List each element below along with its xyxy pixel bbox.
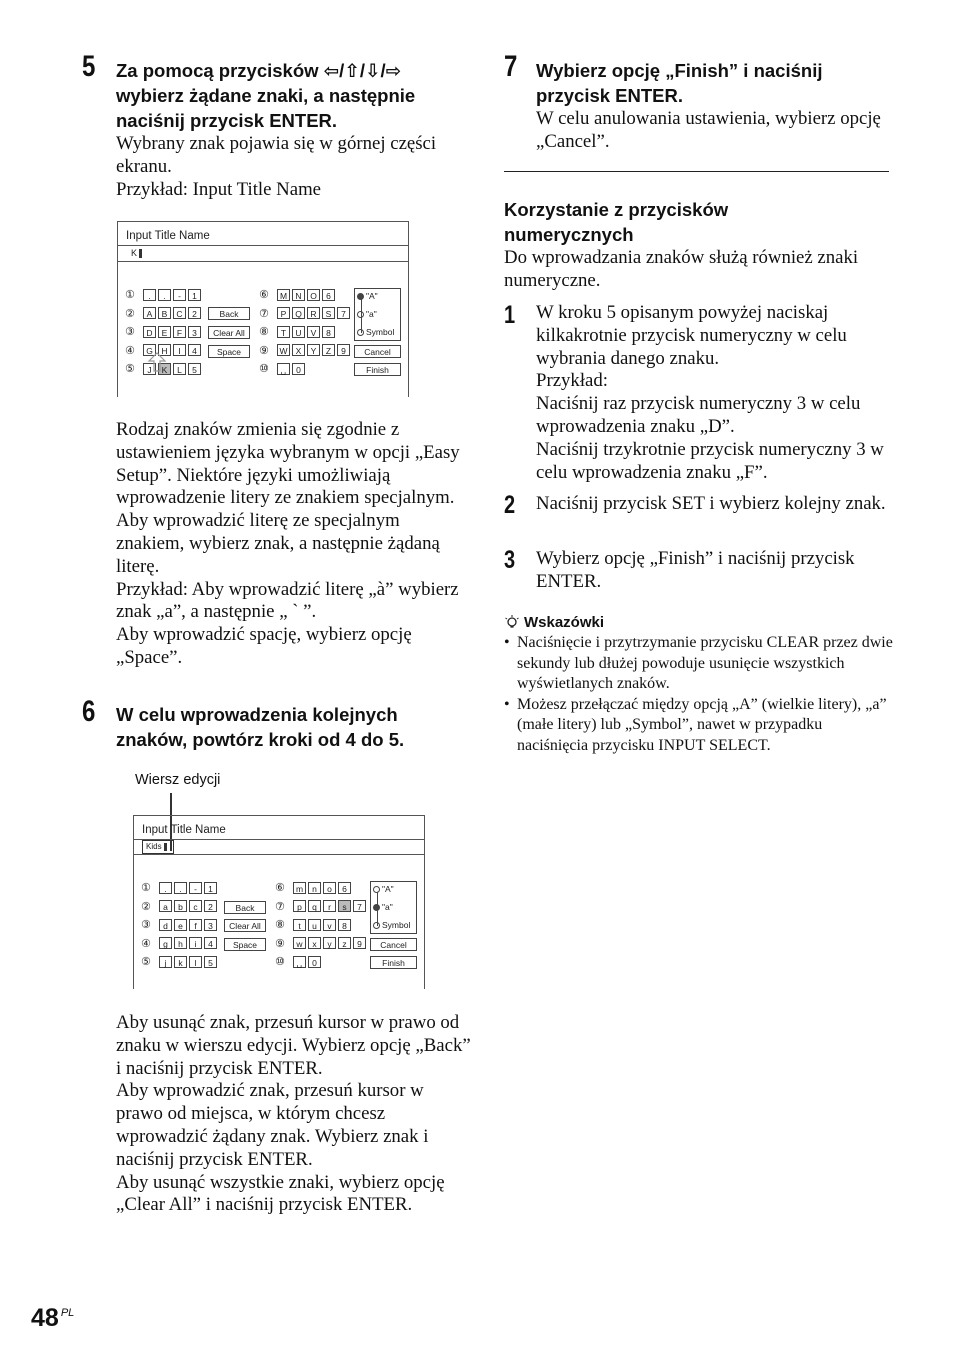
character-cell[interactable]: R xyxy=(307,307,320,319)
character-cell[interactable]: - xyxy=(173,289,186,301)
character-cell[interactable]: 6 xyxy=(322,289,335,301)
note-paragraph: Aby wprowadzić literę ze specjalnym znakiem, wybierz znak, a następnie żądaną literę. xyxy=(116,510,440,577)
character-cell[interactable]: o xyxy=(323,882,336,894)
screen-title: Input Title Name xyxy=(142,824,226,836)
character-cell[interactable]: g xyxy=(159,937,172,949)
row-number: ⑥ xyxy=(275,882,285,894)
step-6-heading: W celu wprowadzenia kolejnych znaków, powtórz kroki od 4 do 5. xyxy=(116,704,405,750)
character-cell[interactable]: 4 xyxy=(188,344,201,356)
character-row xyxy=(125,324,203,339)
step-line: Naciśnij raz przycisk numeryczny 3 w celu wprowadzenia znaku „D”. xyxy=(536,393,861,437)
character-cell[interactable]: . xyxy=(143,289,156,301)
character-row xyxy=(141,917,219,932)
tips-header xyxy=(504,613,894,633)
tips-title: Wskazówki xyxy=(524,614,605,631)
cursor xyxy=(139,249,142,258)
radio-dot-icon xyxy=(373,886,380,893)
mode-lower-radio[interactable]: "a" xyxy=(357,309,377,319)
back-button[interactable]: Back xyxy=(208,307,250,320)
note-paragraph: Aby wprowadzić znak, przesuń kursor w prawo od miejsca, w którym chcesz wprowadzić żądany znak. Wybierz znak i naciśnij przycisk ENTER. xyxy=(116,1080,429,1170)
character-row xyxy=(275,917,353,932)
character-cell[interactable]: 7 xyxy=(337,307,350,319)
step-5-text: Wybrany znak pojawia się w górnej części ekranu. xyxy=(116,133,437,177)
character-cell[interactable]: N xyxy=(292,289,305,301)
mode-symbol-radio[interactable]: Symbol xyxy=(373,920,410,930)
character-cell[interactable]: l xyxy=(189,956,202,968)
character-cell[interactable]: ␣ xyxy=(293,956,306,968)
note-paragraph: Aby usunąć wszystkie znaki, wybierz opcję „Clear All” i naciśnij przycisk ENTER. xyxy=(116,1171,445,1216)
character-cell[interactable]: 4 xyxy=(204,937,217,949)
character-cell[interactable]: U xyxy=(292,326,305,338)
title-divider xyxy=(133,839,425,840)
character-cell[interactable]: H xyxy=(158,344,171,356)
numeric-step-2 xyxy=(536,493,888,516)
character-cell[interactable]: c xyxy=(189,900,202,912)
character-cell[interactable]: y xyxy=(323,937,336,949)
row-number: ⑧ xyxy=(275,919,285,931)
character-row xyxy=(259,287,337,302)
character-cell[interactable]: . xyxy=(158,289,171,301)
character-row xyxy=(259,343,352,358)
mode-symbol-radio[interactable]: Symbol xyxy=(357,327,394,337)
character-row xyxy=(141,936,219,951)
screen-title: Input Title Name xyxy=(126,230,210,242)
character-cell[interactable]: d xyxy=(159,919,172,931)
row-number: ⑤ xyxy=(141,956,151,968)
character-cell[interactable]: D xyxy=(143,326,156,338)
numeric-step-3-number: 3 xyxy=(504,546,516,574)
note-paragraph: Przykład: Aby wprowadzić literę „à” wybierz znak „a”, a następnie „ ` ”. xyxy=(116,578,459,623)
character-cell[interactable]: 6 xyxy=(338,882,351,894)
row-number: ① xyxy=(125,289,135,301)
character-cell[interactable]: P xyxy=(277,307,290,319)
step-7-heading: Wybierz opcję „Finish” i naciśnij przycisk ENTER. xyxy=(536,60,823,106)
radio-dot-icon xyxy=(373,922,380,929)
character-cell[interactable]: 2 xyxy=(204,900,217,912)
editing-notes xyxy=(116,1012,471,1217)
character-cell[interactable]: x xyxy=(308,937,321,949)
character-cell[interactable]: h xyxy=(174,937,187,949)
step-line: Naciśnij przycisk SET i wybierz kolejny znak. xyxy=(536,493,886,514)
section-divider xyxy=(504,171,889,172)
character-cell[interactable]: X xyxy=(292,344,305,356)
space-button[interactable]: Space xyxy=(224,938,266,951)
character-cell[interactable]: 0 xyxy=(292,363,305,375)
step-6-number: 6 xyxy=(82,695,96,728)
character-cell[interactable]: e xyxy=(174,919,187,931)
row-number: ⑨ xyxy=(275,937,285,950)
step-line: Przykład: xyxy=(536,370,608,392)
row-number: ⑧ xyxy=(259,326,269,338)
character-cell[interactable]: b xyxy=(174,900,187,912)
step-7-number: 7 xyxy=(504,50,518,83)
character-cell[interactable]: Z xyxy=(322,344,335,356)
row-number: ⑩ xyxy=(259,363,269,375)
character-row xyxy=(141,880,219,895)
character-cell[interactable]: 2 xyxy=(188,307,201,319)
character-row xyxy=(275,954,323,969)
character-cell[interactable]: v xyxy=(323,919,336,931)
language-code: PL xyxy=(60,1307,75,1319)
section-title: Korzystanie z przycisków numerycznych xyxy=(504,199,729,245)
character-cell[interactable]: . xyxy=(159,882,172,894)
character-cell[interactable]: K xyxy=(158,363,171,375)
character-cell[interactable]: n xyxy=(308,882,321,894)
character-row xyxy=(141,899,219,914)
character-cell[interactable]: s xyxy=(338,900,351,912)
edit-text: Kids xyxy=(146,842,162,851)
character-row xyxy=(275,936,368,951)
row-number: ⑦ xyxy=(275,900,285,913)
character-cell[interactable]: j xyxy=(159,956,172,968)
step-6 xyxy=(116,702,456,752)
character-cell[interactable]: F xyxy=(173,326,186,338)
character-cell[interactable]: J xyxy=(143,363,156,375)
character-cell[interactable]: B xyxy=(158,307,171,319)
character-cell[interactable]: T xyxy=(277,326,290,338)
character-cell[interactable]: w xyxy=(293,937,306,949)
note-paragraph: Aby wprowadzić spację, wybierz opcję „Space”. xyxy=(116,624,412,668)
edit-divider xyxy=(133,854,425,855)
back-button[interactable]: Back xyxy=(224,901,266,914)
cursor xyxy=(164,843,167,851)
title-divider xyxy=(117,245,409,246)
character-cell[interactable]: 8 xyxy=(338,919,351,931)
space-button[interactable]: Space xyxy=(208,345,250,358)
character-row xyxy=(259,361,307,376)
section-intro: Do wprowadzania znaków służą również znaki numeryczne. xyxy=(504,247,859,291)
numeric-step-2-number: 2 xyxy=(504,491,516,519)
row-number: ① xyxy=(141,882,151,894)
tip-item: • Naciśnięcie i przytrzymanie przycisku CLEAR przez dwie sekundy lub dłużej powoduje usunięcie wszystkich wyświetlanych znaków. xyxy=(504,633,894,695)
row-number: ⑤ xyxy=(125,363,135,375)
character-row xyxy=(275,880,353,895)
lightbulb-icon xyxy=(504,615,520,631)
input-title-figure-1 xyxy=(117,221,409,396)
character-cell[interactable]: r xyxy=(323,900,336,912)
step-line: Wybierz opcję „Finish” i naciśnij przycisk ENTER. xyxy=(536,548,855,592)
row-number: ⑨ xyxy=(259,344,269,357)
character-cell[interactable]: 8 xyxy=(322,326,335,338)
character-cell[interactable]: ␣ xyxy=(277,363,290,375)
mode-lower-radio[interactable]: "a" xyxy=(373,902,393,912)
cancel-button[interactable]: Cancel xyxy=(354,345,401,358)
character-cell[interactable]: 5 xyxy=(204,956,217,968)
character-cell[interactable]: 9 xyxy=(353,937,366,949)
clear-all-button[interactable]: Clear All xyxy=(224,919,266,932)
radio-dot-icon xyxy=(373,904,380,911)
step-5-number: 5 xyxy=(82,50,96,83)
character-cell[interactable]: G xyxy=(143,344,156,356)
character-cell[interactable]: i xyxy=(189,937,202,949)
character-cell[interactable]: E xyxy=(158,326,171,338)
character-cell[interactable]: L xyxy=(173,363,186,375)
character-cell[interactable]: t xyxy=(293,919,306,931)
character-cell[interactable]: a xyxy=(159,900,172,912)
edit-line xyxy=(146,842,167,851)
note-paragraph: Rodzaj znaków zmienia się zgodnie z ustawieniem języka wybranym w opcji „Easy Setup”. Niektóre języki umożliwiają wprowadzenie litery ze znakiem specjalnym. xyxy=(116,419,460,509)
cancel-button[interactable]: Cancel xyxy=(370,938,417,951)
finish-button[interactable]: Finish xyxy=(370,956,417,969)
edit-text: K xyxy=(131,248,138,258)
numeric-step-1-number: 1 xyxy=(504,301,516,329)
row-number: ⑦ xyxy=(259,307,269,320)
page-number-value: 48 xyxy=(31,1304,59,1332)
numeric-step-1 xyxy=(536,302,888,484)
character-row xyxy=(125,306,203,321)
character-cell[interactable]: 9 xyxy=(337,344,350,356)
character-row xyxy=(259,324,337,339)
finish-button[interactable]: Finish xyxy=(354,363,401,376)
character-cell[interactable]: Y xyxy=(307,344,320,356)
character-cell[interactable]: 7 xyxy=(353,900,366,912)
input-title-figure-2 xyxy=(133,815,425,988)
radio-dot-icon xyxy=(357,311,364,318)
character-row xyxy=(125,287,203,302)
tip-item: • Możesz przełączać między opcją „A” (wielkie litery), „a” (małe litery) lub „Symbol”, nawet w przypadku naciśnięcia przycisku INPUT SELECT. xyxy=(504,695,894,757)
character-row xyxy=(259,306,352,321)
step-5-notes xyxy=(116,419,468,670)
character-cell[interactable]: 0 xyxy=(308,956,321,968)
character-cell[interactable]: q xyxy=(308,900,321,912)
note-paragraph: Aby usunąć znak, przesuń kursor w prawo od znaku w wierszu edycji. Wybierz opcję „Back” i naciśnij przycisk ENTER. xyxy=(116,1012,471,1079)
clear-all-button[interactable]: Clear All xyxy=(208,326,250,339)
edit-line-callout: Wiersz edycji xyxy=(135,772,221,788)
character-cell[interactable]: Q xyxy=(292,307,305,319)
character-cell[interactable]: 5 xyxy=(188,363,201,375)
character-cell[interactable]: u xyxy=(308,919,321,931)
mode-upper-radio[interactable]: "A" xyxy=(357,291,378,301)
step-5-example: Przykład: Input Title Name xyxy=(116,178,322,200)
character-cell[interactable]: V xyxy=(307,326,320,338)
radio-dot-icon xyxy=(357,293,364,300)
character-cell[interactable]: - xyxy=(189,882,202,894)
character-cell[interactable]: W xyxy=(277,344,290,356)
character-cell[interactable]: m xyxy=(293,882,306,894)
character-cell[interactable]: k xyxy=(174,956,187,968)
character-cell[interactable]: O xyxy=(307,289,320,301)
edit-divider xyxy=(117,261,409,262)
character-cell[interactable]: S xyxy=(322,307,335,319)
character-cell[interactable]: C xyxy=(173,307,186,319)
tips-list xyxy=(504,633,894,756)
character-cell[interactable]: M xyxy=(277,289,290,301)
character-cell[interactable]: z xyxy=(338,937,351,949)
numeric-section xyxy=(504,197,889,293)
radio-dot-icon xyxy=(357,329,364,336)
step-7 xyxy=(536,58,886,154)
step-5-heading: Za pomocą przycisków ⇦/⇧/⇩/⇨ wybierz żądane znaki, a następnie naciśnij przycisk ENTER. xyxy=(116,60,416,131)
row-number: ② xyxy=(141,900,151,913)
character-row xyxy=(275,899,368,914)
character-cell[interactable]: A xyxy=(143,307,156,319)
mode-upper-radio[interactable]: "A" xyxy=(373,884,394,894)
page-number xyxy=(31,1299,74,1332)
character-cell[interactable]: 3 xyxy=(188,326,201,338)
character-cell[interactable]: . xyxy=(174,882,187,894)
character-cell[interactable]: 3 xyxy=(204,919,217,931)
step-line: Naciśnij trzykrotnie przycisk numeryczny 3 w celu wprowadzenia znaku „F”. xyxy=(536,438,884,483)
row-number: ④ xyxy=(125,344,135,357)
row-number: ⑩ xyxy=(275,956,285,968)
selection-cursor-icon xyxy=(145,351,169,381)
row-number: ⑥ xyxy=(259,289,269,301)
row-number: ② xyxy=(125,307,135,320)
character-row xyxy=(141,954,219,969)
step-7-text: W celu anulowania ustawienia, wybierz opcję „Cancel”. xyxy=(536,108,881,152)
character-cell[interactable]: 1 xyxy=(188,289,201,301)
row-number: ③ xyxy=(125,326,135,338)
numeric-step-3 xyxy=(536,548,888,594)
step-5 xyxy=(116,58,471,201)
row-number: ③ xyxy=(141,919,151,931)
character-cell[interactable]: 1 xyxy=(204,882,217,894)
character-cell[interactable]: f xyxy=(189,919,202,931)
edit-line xyxy=(131,248,142,258)
row-number: ④ xyxy=(141,937,151,950)
step-line: W kroku 5 opisanym powyżej naciskaj kilkakrotnie przycisk numeryczny w celu wybrania danego znaku. xyxy=(536,302,847,369)
character-cell[interactable]: p xyxy=(293,900,306,912)
character-cell[interactable]: I xyxy=(173,344,186,356)
tips xyxy=(504,613,894,756)
